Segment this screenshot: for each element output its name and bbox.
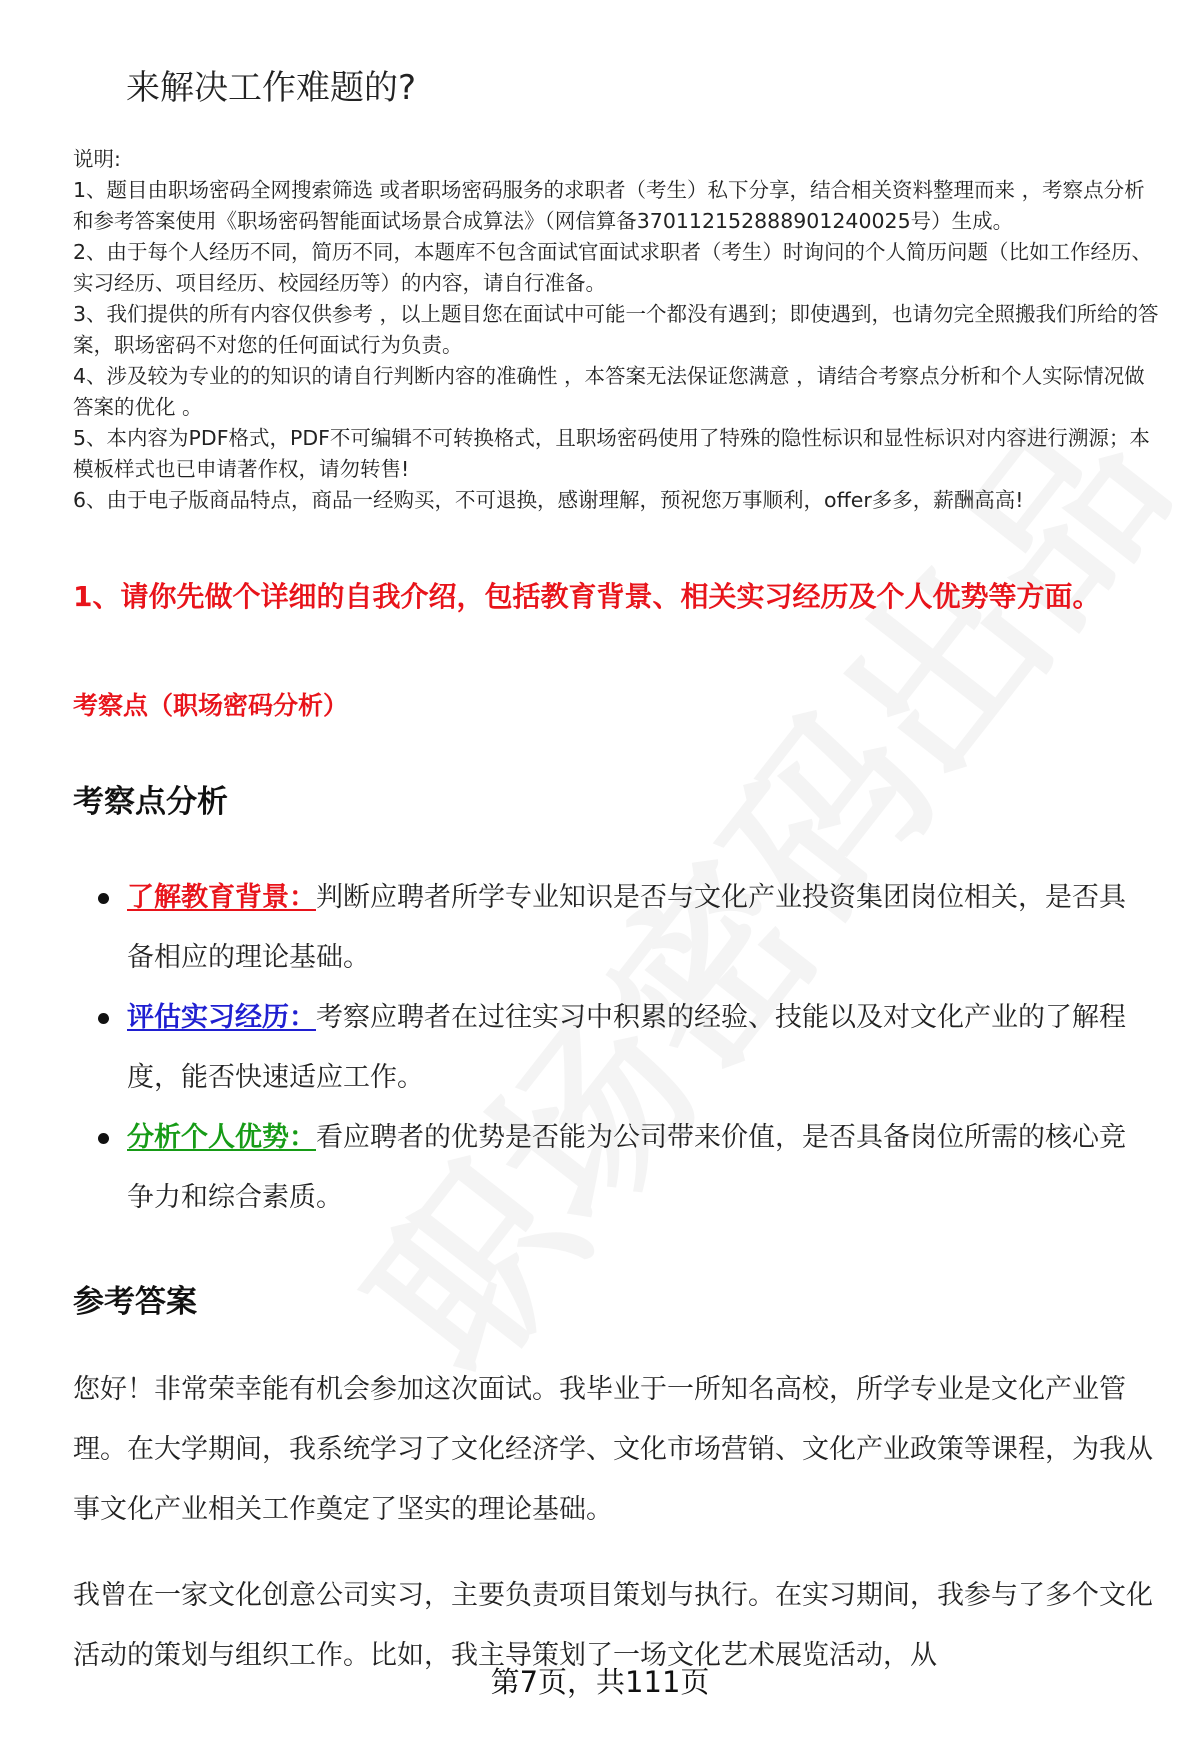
analysis-text: 看应聘者的优势是否能为公司带来价值，是否具备岗位所需的核心竞争力和综合素质。	[127, 1122, 1126, 1213]
bullet-dot-icon	[98, 1133, 109, 1144]
notes-item: 4、涉及较为专业的的知识的请自行判断内容的准确性 ，本答案无法保证您满意 ，请结合考察点分析和个人实际情况做答案的优化 。	[73, 364, 1145, 419]
bullet-dot-icon	[98, 1013, 109, 1024]
notes-item: 2、由于每个人经历不同，简历不同，本题库不包含面试官面试求职者（考生）时询问的个人简历问题（比如工作经历、实习经历、项目经历、校园经历等）的内容，请自行准备。	[73, 240, 1153, 295]
analysis-keyword: 分析个人优势：	[127, 1122, 316, 1153]
bullet-dot-icon	[98, 893, 109, 904]
notes-title: 说明:	[73, 147, 121, 171]
notes-item: 6、由于电子版商品特点，商品一经购买，不可退换，感谢理解，预祝您万事顺利，offer多多，薪酬高高!	[73, 488, 1024, 512]
analysis-item	[90, 988, 1150, 1108]
analysis-item	[90, 1108, 1150, 1228]
answer-heading: 参考答案	[73, 1284, 197, 1320]
notes-item: 1、题目由职场密码全网搜索筛选 或者职场密码服务的求职者（考生）私下分享，结合相关资料整理而来 ，考察点分析和参考答案使用《职场密码智能面试场景合成算法》（网信算备370112152888901240025号）生成。	[73, 178, 1145, 233]
notes-item: 3、我们提供的所有内容仅供参考 ，以上题目您在面试中可能一个都没有遇到；即使遇到，也请勿完全照搬我们所给的答案，职场密码不对您的任何面试行为负责。	[73, 302, 1159, 357]
analysis-keyword: 了解教育背景：	[127, 882, 316, 913]
analysis-keyword: 评估实习经历：	[127, 1002, 316, 1033]
analysis-text: 判断应聘者所学专业知识是否与文化产业投资集团岗位相关，是否具备相应的理论基础。	[127, 882, 1126, 973]
question-subtitle: 考察点（职场密码分析）	[73, 691, 349, 720]
notes-item: 5、本内容为PDF格式，PDF不可编辑不可转换格式，且职场密码使用了特殊的隐性标识和显性标识对内容进行溯源；本模板样式也已申请著作权，请勿转售!	[73, 426, 1150, 481]
previous-question-tail: 来解决工作难题的?	[126, 68, 417, 108]
analysis-item	[90, 868, 1150, 988]
analysis-list	[90, 868, 1150, 1228]
analysis-text: 考察应聘者在过往实习中积累的经验、技能以及对文化产业的了解程度，能否快速适应工作。	[127, 1002, 1126, 1093]
analysis-heading: 考察点分析	[73, 784, 228, 820]
question-title: 1、请你先做个详细的自我介绍，包括教育背景、相关实习经历及个人优势等方面。	[73, 580, 1101, 613]
notes-block	[73, 144, 1163, 516]
answer-paragraph: 我曾在一家文化创意公司实习，主要负责项目策划与执行。在实习期间，我参与了多个文化活动的策划与组织工作。比如，我主导策划了一场文化艺术展览活动，从	[73, 1580, 1153, 1671]
page-footer: 第7页，共111页	[490, 1665, 710, 1699]
answer-paragraph: 您好！非常荣幸能有机会参加这次面试。我毕业于一所知名高校，所学专业是文化产业管理。在大学期间，我系统学习了文化经济学、文化市场营销、文化产业政策等课程，为我从事文化产业相关工作奠定了坚实的理论基础。	[73, 1374, 1153, 1525]
